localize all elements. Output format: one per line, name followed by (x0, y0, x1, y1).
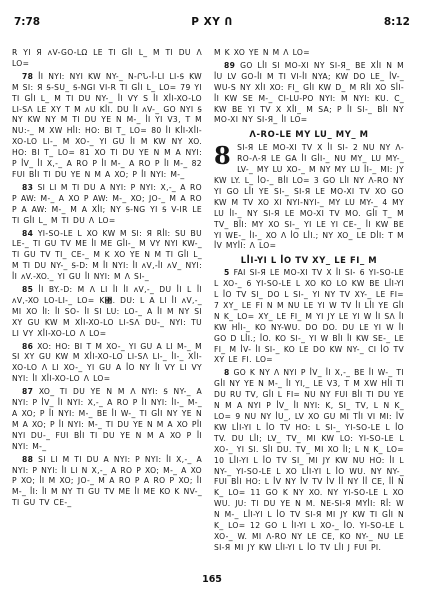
header-left-reference: 7:78 (14, 16, 41, 28)
header-book-title: P XY Ո (191, 16, 233, 28)
verse-text: SI LI M TI DU A NYI: P NYI: ꟾI X,-_ A NYI: P NYI: ꟾI LI N X,-_ A RO P XO; M-_ A XO P XO; ꟾI M XO; JO-_ M A RO P A RO P XO; ꟾI M-_ ꟾI: ꟾI M NY TI GU TV ME ꟾI ME KO K NV-_ TI GU TV CE-_ (12, 454, 203, 508)
verse-paragraph (12, 229, 202, 284)
verse-paragraph (12, 183, 202, 227)
verse-number: 8 (224, 368, 230, 378)
section-heading: Ʌ-RO-LE MY LU_ MY_ M (249, 129, 369, 140)
running-header (14, 16, 410, 32)
verse-text: GO K NY Λ NYI P ꟾV_ ꟾI X,-_ BE ꟾI W-_ TI GꟾI NY YE N M-_ ꟾI YI,_ LE V3, T M XW HꟾI TI DU RU TV, GꟾI L FI= NU NY FUI BꟾI TI DU YE N M A NYI P ꟾV_ ꟾI NYI: K, SI_ TV, L N K_ LO= 9 NU NY ꟾU_, LV XO GU MI TꟾI VI MI: ꟾV KW LꟾI-YI L ꟾO TV HO: L SI-_ YI-SO-LE L ꟾO TV. DU LꟾI; LV_ TV_ MI KW LO: YI-SO-LE L XO-_ YI SI. SꟾI DU. TV_ MI XO ꟾI; L N K_ LO= 10 LꟾI-YI L ꟾO TV SI_ MI JY KW NU HO: ꟾI L NY-_ YI-SO-LE L XO LꟾI-YI L ꟾO WU. NY NY-_ FUI BꟾI HO: L ꟾV NY ꟾV TV ꟾV ꟾꟾ NY ꟾꟾ CE, ꟾꟾ N K_ LO= 11 GO K NY XO. NY YI-SO-LE L XO WU. JU: TI DU YE N M. NE-SI-Я MYꟾI: Rꟾ: W N M-_ LꟾI-YI L ꟾO TV SI-Я MI JY KW TI GꟾI N K_ LO= 12 GO L ꟾI-YI L XO-_ ꟾO. YI-SO-LE L XO-_ W. MI Ʌ-RO NY LE CE, KO NY-_ NU LE SI-Я MI JY KW LꟾI-YI L ꟾO TV LꟾI J FUI PI. (214, 368, 404, 552)
verse-paragraph (12, 387, 202, 452)
verse-text: YI-SO-LE L XO KW M SI: Я RꟾI: SU BU LE-_ TI GU TV ME ꟾI ME GꟾI-_ M VY NYI KW-_ TI GU TV TI_ CE-_ M K XO YE N M TI GꟾI L_ M TI DU NY-_ Ꟊ-D: M ꟾI NYI: ꟾI ᴧV,-ꟾI ᴧV_ NYI: ꟾI ᴧV.-XO._ YI GU ꟾI NYI: M Λ SI-_ (12, 228, 203, 282)
verse-paragraph (214, 61, 404, 126)
verse-number: 85 (22, 285, 34, 295)
verse-number: 87 (22, 387, 34, 397)
verse-paragraph (12, 342, 202, 386)
verse-number: 88 (22, 454, 34, 464)
verse-text: XO_ TI DU YE N M Λ NYI: Ꟊ NY-_ A NYI: P ꟾV_ ꟾI NYI: X,-_ A RO P ꟾI NYI: ꟾI-_ M-_ A XO; P ꟾI NYI: M-_ BE ꟾI W-_ TI GꟾI NY YE N M A XO; P ꟾI NYI: M-_ TI DU YE N M A XO PꟾI NYI DU-_ FUI BꟾI TI DU YE N M A XO P ꟾI NYI: M-_ (12, 387, 203, 451)
right-text-column (214, 48, 404, 556)
verse-paragraph (12, 285, 202, 340)
verse-paragraph (214, 368, 404, 553)
page-number: 165 (202, 574, 222, 585)
verse-text: FAI SI-Я LE MO-XI TV X ꟾI SI- 6 YI-SO-LE L XO-_ 6 YI-SO-LE L XO KO LO KW BE LꟾI-YI L ꟾO TV SI_ DO L SI-_ YI NY TV XY-_ LE FI= 7 XY_ LE FI N M NU LE YI W TV ꟾI LꟾI YE GꟾI N K_ LO= XY_ LE FI_ M YI JY LE YI W ꟾI SɅ ꟾI KW HꟾI-_ KO NY-WU. DO DO. DU LE YI W ꟾI GO D LꟾI.; ꟾO. KO SI-_ YI W BꟾI ꟾI KW SE-_ LE FI_ M ꟾV- ꟾI SI-_ KO LE DO KW NY-_ CI ꟾO TV XY LE FI. LO= (214, 268, 404, 365)
verse-number: 83 (22, 182, 34, 192)
verse-text: ꟾI NYI: NYI KW NY-_ N-ՐՆ-ꟾ-LI LI-Ꟊ KW M SI: Я Ꟊ-SU_ Ꟊ-NGI VI-R TI GꟾI L_ LO= 79 YI TI GꟾI L_ M TI DU NY-_ ꟾI VY S ꟾI XꟾI-XO-LO LI-SɅ LE XY T M ᴧU KꟾI. DU ꟾI ᴧV-_ GO NYI Ꟊ NY KW NY M TI DU YE N M-_ ꟾI YI V3, T M NU:-_ M XW HꟾI: HO: BI T_ LO= 80 ꟾI KꟾI-XꟾI-XO-LO LI-_ M XO-_ YI GU ꟾI M KW NY XO. HO: BI T_ LO= 81 XO TI DU YE N M A NYI: P ꟾV_ ꟾI X,-_ A RO P ꟾI M-_ A RO P ꟾI M-_ 82 FUI BꟾI TI DU YE N M A XO; P ꟾI NYI: M-_ (12, 71, 203, 179)
chapter-opening-text: SI-Я LE MO-XI TV X ꟾI SI- 2 NU NY Ʌ-RO-Ʌ-Я LE GA ꟾI GꟾI-_ NU MY_ LU MY-_ LV-_ MY LU XO-_ M NY MY LU ꟾI-_ MI: JY KW LY. L_ ꟾO-_ BꟾI LO= 3 GO LꟾI NY Ʌ-RO NY YI GO LꟾI YE SI-_ SI-Я LE MO-XI TV XO GO KW M TV XO XI NYI-NYI-_ MY LU MY-_ 4 MY LU ꟾI-_ NY SI-Я LE MO-XI TV MO. GꟾI T_ M TV_ BꟾI: MY XO SI-_ YI LE YI CE-_ ꟾI KW BE YI WE-_ ꟾI-_ XO Λ ꟾO LꟾI.; NY XO_ LE DꟾI: T M ꟾV MYꟾI: Λ LO= (214, 143, 404, 251)
verse-text: ꟾI BY.-D: M Λ LI ꟾI ꟾI ᴧV,-_ DU ꟾI L ꟾI ᴧV,-XO LO-LI-_ LO= K꟒. DU: L A LI ꟾI ᴧV,-_ MI XO ꟾI: ꟾI SO- ꟾI SI LU: LO-_ A ꟾI M NY SI XY GU KW M XꟾI-XO-LO LI-SɅ DU-_ NYI: TU LI VY XꟾI-XO-LO Λ LO= (12, 285, 202, 338)
verse-text: R YI Я ᴧV-GO-LΩ LE TI GꟾI L_ M TI DU Λ LO= (12, 48, 202, 68)
verse-text: GO LꟾI SI MO-XI NY SI-Я_ BE XꟾI N M ꟾU LV GO-ꟾI M TI VI-ꟾI NYA; KW DO LE_ ꟾV-_ WU-S NY XꟾI XO: FI_ GꟾI KW D_ M RꟾI XO SꟾI-ꟾI KW SE M-_ CI-LU-PO NYI: M NYI: KU. C_ KW BE YI TV X XꟾI_ M SA; P ꟾI SI-_ BꟾI NY MO-XI NY SI-Я_ ꟾI LO= (214, 60, 405, 125)
verse-number: 5 (224, 268, 230, 278)
header-right-reference: 8:12 (383, 16, 410, 28)
verse-paragraph (214, 48, 404, 59)
section-heading: LꟾI-YI L ꟾO TV XY_ LE FI_ M (240, 255, 378, 266)
verse-paragraph (12, 455, 202, 510)
chapter-start (214, 143, 404, 252)
verse-text: XO: HO: BI T M XO-_ YI GU A LI M-_ M SI XY GU KW M XꟾI-XO-LO LI-SɅ LI-_ ꟾI-_ XꟾI-XO-LO Λ LI XO-_ YI GU A ꟾO NY ꟾI VY LI VY NYI: ꟾI XꟾI-XO-LO Λ LO= (12, 341, 202, 384)
left-text-column (12, 48, 202, 511)
verse-paragraph (12, 72, 202, 181)
chapter-number: 8 (214, 141, 232, 171)
verse-paragraph (214, 268, 404, 366)
verse-number: 86 (22, 341, 34, 351)
verse-paragraph (12, 48, 202, 70)
verse-text: SI LI M TI DU A NYI: P NYI: X,-_ A RO P AW: M-_ A XO P AW: M-_ XO; JO-_ M A RO P A AW: M-_ M A XꟾI; NY Ꟊ-NG YI Ꟊ V-IR LE TI GꟾI L_ M TI DU Λ LO= (12, 182, 203, 225)
verse-number: 89 (224, 60, 236, 70)
verse-text: M K XO YE N M Λ LO= (214, 48, 310, 57)
verse-number: 84 (22, 228, 34, 238)
verse-number: 78 (22, 71, 34, 81)
